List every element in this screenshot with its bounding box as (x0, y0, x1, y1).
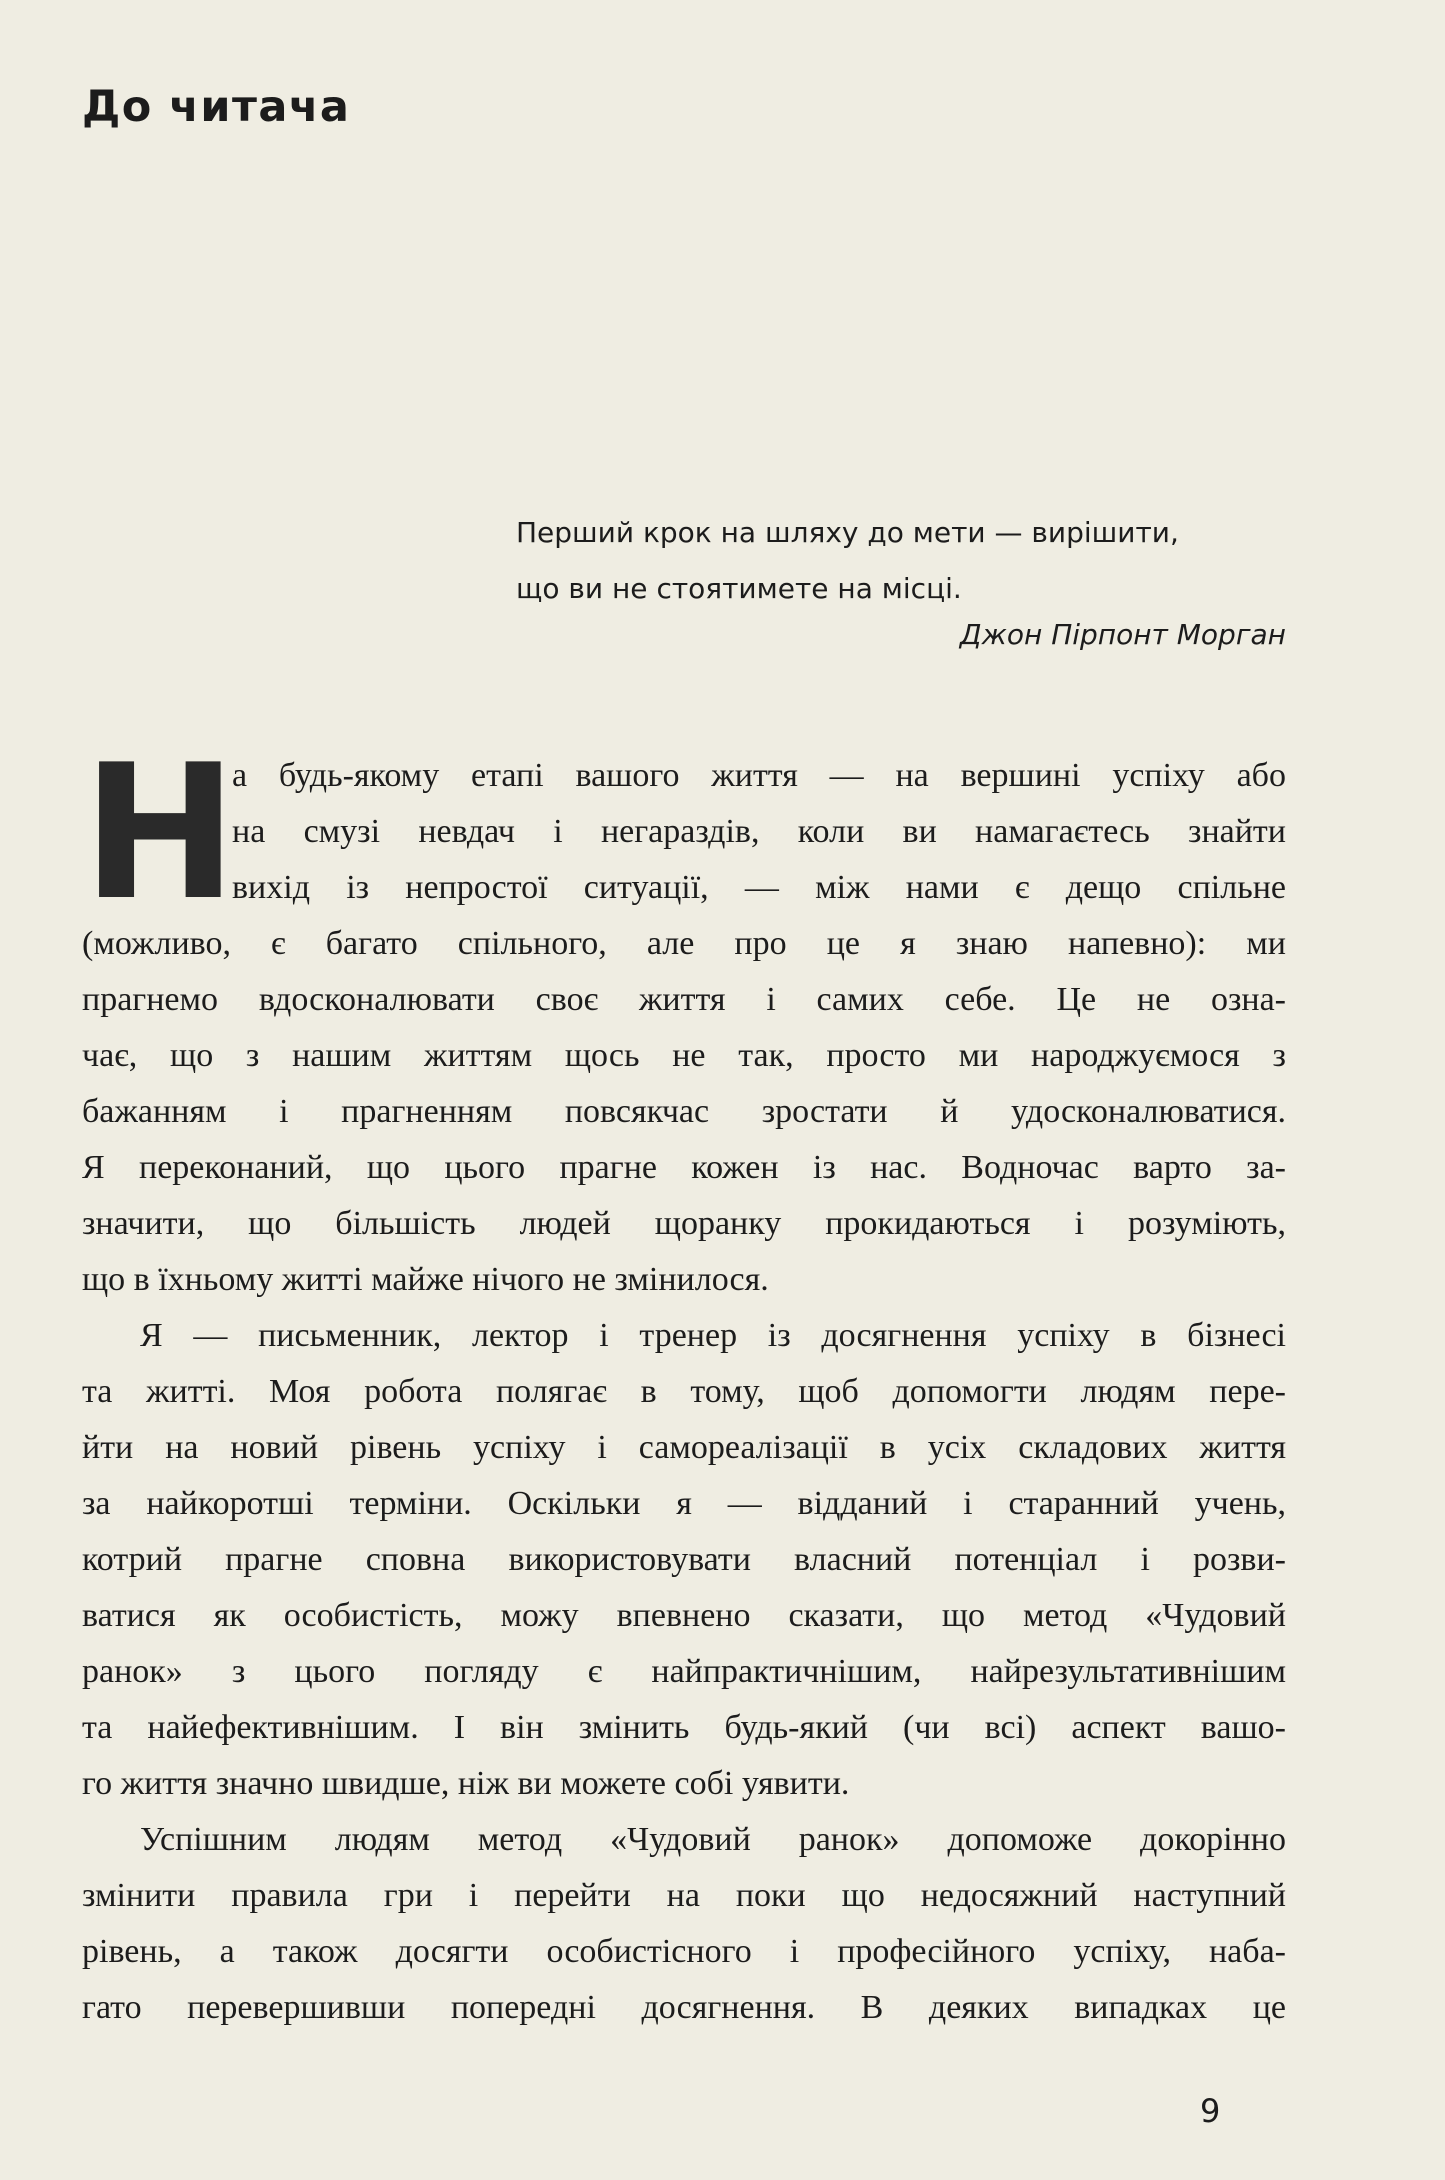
body-line: рівень, а також досягти особистісного і професійного успіху, наба- (82, 1933, 1286, 1970)
body-line: та найефективнішим. І він змінить будь-який (чи всі) аспект вашо- (82, 1709, 1286, 1746)
epigraph-line: Перший крок на шляху до мети — вирішити, (516, 516, 1179, 549)
body-line: на смузі невдач і негараздів, коли ви намагаєтесь знайти (232, 813, 1286, 850)
page-number: 9 (1200, 2092, 1221, 2130)
body-line: за найкоротші терміни. Оскільки я — відданий і старанний учень, (82, 1485, 1286, 1522)
body-line: та житті. Моя робота полягає в тому, щоб допомогти людям пере- (82, 1373, 1286, 1410)
body-line: ранок» з цього погляду є найпрактичнішим, найрезультативнішим (82, 1653, 1286, 1690)
body-line: ватися як особистість, можу впевнено сказати, що метод «Чудовий (82, 1597, 1286, 1634)
body-line: чає, що з нашим життям щось не так, просто ми народжуємося з (82, 1037, 1286, 1074)
body-line: котрий прагне сповна використовувати власний потенціал і розви- (82, 1541, 1286, 1578)
body-line: бажанням і прагненням повсякчас зростати й удосконалюватися. (82, 1093, 1286, 1130)
epigraph-author: Джон Пірпонт Морган (959, 618, 1286, 651)
chapter-heading: До читача (82, 82, 351, 132)
body-line: а будь-якому етапі вашого життя — на вершині успіху або (232, 757, 1286, 794)
body-line: прагнемо вдосконалювати своє життя і самих себе. Це не озна- (82, 981, 1286, 1018)
body-line: йти на новий рівень успіху і самореалізації в усіх складових життя (82, 1429, 1286, 1466)
body-line: Я переконаний, що цього прагне кожен із нас. Водночас варто за- (82, 1149, 1286, 1186)
body-line: гато перевершивши попередні досягнення. В деяких випадках це (82, 1989, 1286, 2026)
epigraph (516, 505, 1286, 651)
body-line: значити, що більшість людей щоранку прокидаються і розуміють, (82, 1205, 1286, 1242)
body-line: (можливо, є багато спільного, але про це я знаю напевно): ми (82, 925, 1286, 962)
body-line: Я — письменник, лектор і тренер із досягнення успіху в бізнесі (140, 1317, 1286, 1354)
epigraph-line: що ви не стоятимете на місці. (516, 572, 962, 605)
body-line: змінити правила гри і перейти на поки що недосяжний наступний (82, 1877, 1286, 1914)
drop-cap: Н (82, 724, 238, 941)
body-line: го життя значно швидше, ніж ви можете собі уявити. (82, 1765, 850, 1802)
body-line: вихід із непростої ситуації, — між нами є дещо спільне (232, 869, 1286, 906)
body-line: що в їхньому житті майже нічого не змінилося. (82, 1261, 769, 1298)
body-line: Успішним людям метод «Чудовий ранок» допоможе докорінно (140, 1821, 1286, 1858)
